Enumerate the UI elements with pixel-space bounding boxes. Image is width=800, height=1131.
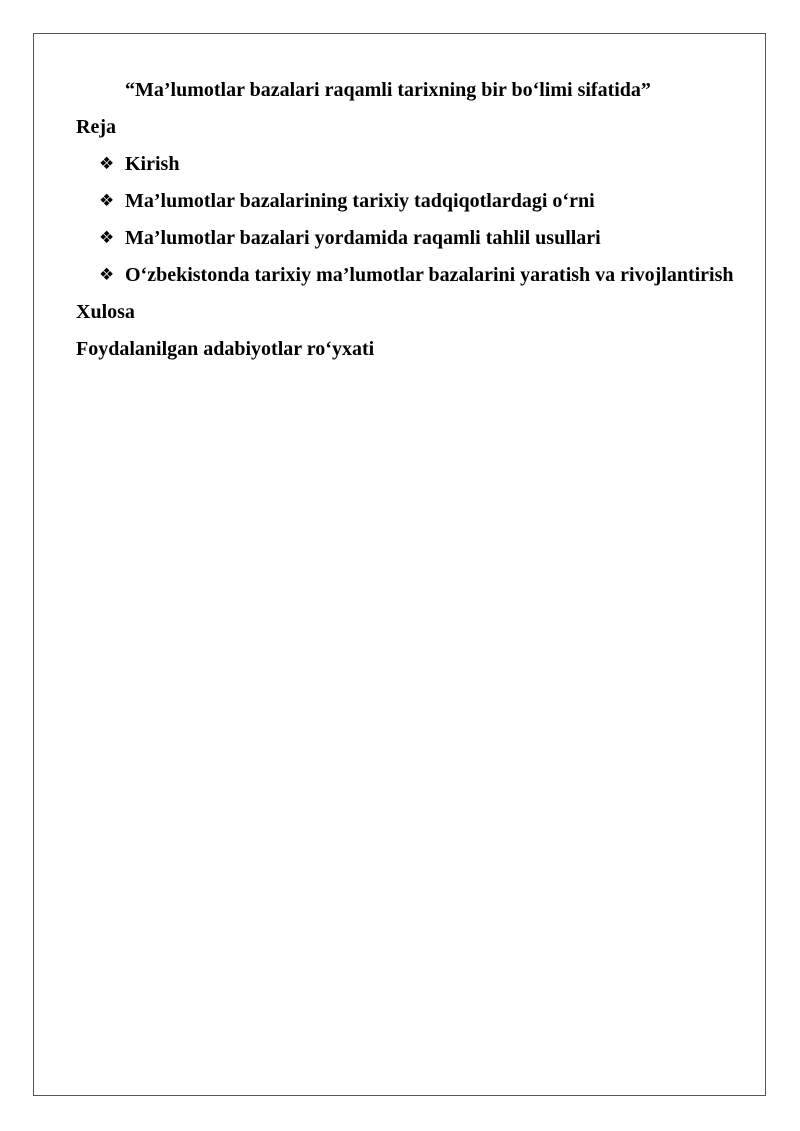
document-body — [76, 72, 742, 368]
list-item — [99, 146, 742, 183]
plan-heading: Reja — [76, 116, 116, 138]
diamond-bullet-icon: ❖ — [99, 265, 115, 285]
plan-item-label: Kirish — [125, 153, 180, 175]
plan-item-label: Ma’lumotlar bazalarining tarixiy tadqiqotlardagi o‘rni — [125, 190, 595, 212]
diamond-bullet-icon: ❖ — [99, 154, 115, 174]
list-item — [99, 257, 742, 294]
document-title: “Ma’lumotlar bazalari raqamli tarixning bir bo‘limi sifatida” — [125, 79, 651, 101]
diamond-bullet-icon: ❖ — [99, 228, 115, 248]
diamond-bullet-icon: ❖ — [99, 191, 115, 211]
conclusion-heading: Xulosa — [76, 301, 135, 323]
references-heading: Foydalanilgan adabiyotlar ro‘yxati — [76, 338, 375, 360]
list-item — [99, 183, 742, 220]
plan-list — [76, 146, 742, 294]
plan-item-label: Ma’lumotlar bazalari yordamida raqamli tahlil usullari — [125, 227, 601, 249]
plan-item-label: O‘zbekistonda tarixiy ma’lumotlar bazalarini yaratish va rivojlantirish — [125, 264, 734, 286]
list-item — [99, 220, 742, 257]
